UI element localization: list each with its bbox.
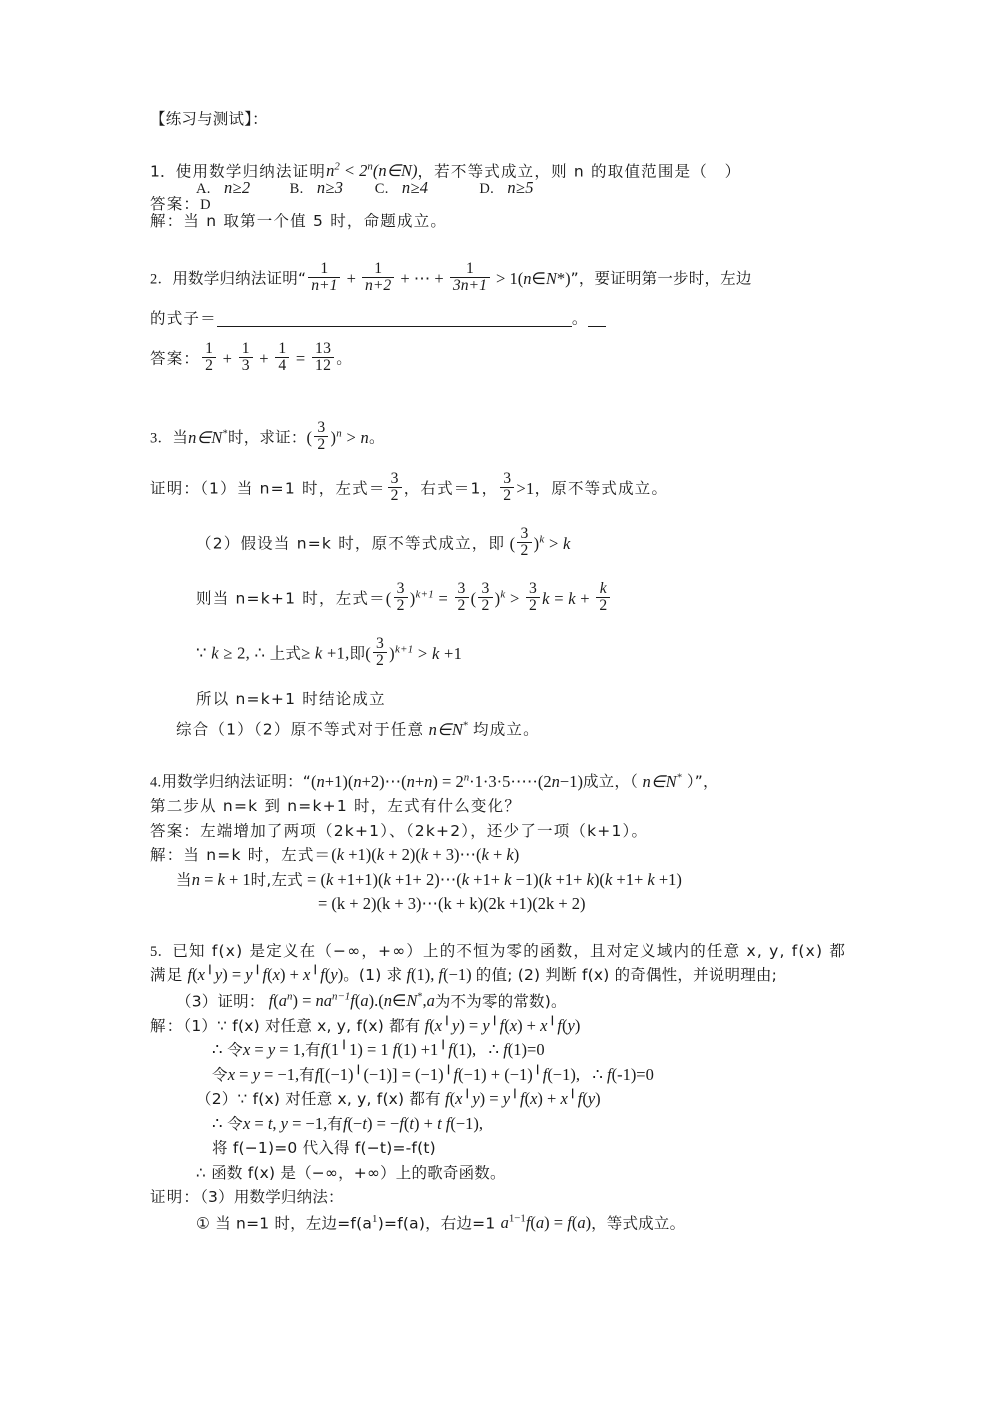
fraction: $\frac{3}{2}$ xyxy=(526,581,540,614)
fraction: $\frac{3}{2}$ xyxy=(455,581,469,614)
q5-sl2-cn: 满足 xyxy=(150,966,184,985)
q5-s5-math2: f(−t) = −f(t) + t f(−1), xyxy=(342,1113,484,1133)
q1-opt-d-label: D. xyxy=(428,180,495,197)
q3-step6-text: 综合（1）（2）原不等式对于任意 xyxy=(176,720,425,739)
q4-stem-line2-text: 第二步从 n=k 到 n=k+1 时，左式有什么变化？ xyxy=(150,797,522,816)
q2-answer-math: $\frac{1}{2}$ + $\frac{1}{3}$ + $\frac{1}{4}$ = $\frac{13}{12}$ xyxy=(200,349,336,368)
q5-stem-line2 xyxy=(150,967,880,984)
q2-stem-line2-post: 。 xyxy=(571,309,588,328)
q3-number: 3． xyxy=(150,430,173,447)
q5-proof-step1 xyxy=(150,1214,880,1232)
q4-solution-line3 xyxy=(150,896,880,913)
q5-proof-head xyxy=(150,1189,880,1206)
q5-sl3-cn2: 为不为零的常数)。 xyxy=(434,992,567,1011)
q2-number: 2． xyxy=(150,271,173,288)
q1-stem-pre: 使用数学归纳法证明 xyxy=(175,162,327,180)
q1-opt-b-label: B. xyxy=(250,180,304,197)
q1-opt-d-value: n≥5 xyxy=(494,177,534,197)
q2-answer xyxy=(150,340,880,376)
q5-sl2-math: f(x╵y) = y╵f(x) + x╵f(y) xyxy=(187,965,344,985)
q5-s6-text: 将 f(−1)=0 代入得 f(−t)=-f(t) xyxy=(212,1139,436,1158)
q5-s1-cn: （1）∵ f(x) 对任意 x, y, f(x) 都有 xyxy=(183,1016,421,1035)
q4-sol2-math-b: = (k +1+1)(k +1+ 2)⋯(k +1+ k −1)(k +1+ k)(k +1+ k +1) xyxy=(302,869,682,889)
q5-s5-cn: 令 xyxy=(227,1114,243,1133)
q3-step6-text-2: 均成立。 xyxy=(473,720,540,739)
q1-answer-label: 答案： xyxy=(150,195,201,213)
q5-s5-cn2: 有 xyxy=(327,1114,343,1133)
q3-step1-frac-1 xyxy=(386,470,404,505)
q3-stem xyxy=(150,419,880,455)
fraction: $\frac{3}{2}$ xyxy=(517,526,531,559)
q4-sol2-cn-2: 时,左式 xyxy=(250,870,303,889)
q5-p1-math: $a^{1-1}f(a) = f(a)$ xyxy=(500,1212,592,1233)
answer-blank-input[interactable] xyxy=(217,310,572,327)
q4-answer-label: 答案： xyxy=(150,821,201,840)
q5-stem-line1 xyxy=(150,943,880,960)
q4-solution-line2 xyxy=(150,869,880,889)
q3-step3-math: ( $\frac{3}{2}$ )$^{k+1}$ = $\frac{3}{2}$ ( $\frac{3}{2}$ )$^k$ > $\frac{3}{2}$ k = k + $\frac{k}{2}$ xyxy=(386,589,613,608)
q5-s4-cn: （2）∵ f(x) 对任意 x, y, f(x) 都有 xyxy=(196,1090,441,1109)
q5-sol-line6 xyxy=(150,1140,880,1157)
q3-step-1 xyxy=(150,470,880,506)
fraction: $\frac{13}{12}$ xyxy=(312,341,334,374)
q4-stem-math: (n+1)(n+2)⋯(n+n) = $2^n\cdot 1\cdot 3\cdot 5\cdot\cdots\cdot(2n-1)$ xyxy=(311,771,583,791)
q5-proof-label: 证明： xyxy=(150,1188,201,1207)
q5-stem-line1-text: 已知 f(x) 是定义在（−∞，+∞）上的不恒为零的函数，且对定义域内的任意 x, y, f(x) 都 xyxy=(172,941,847,960)
q3-step1-frac-2: $\frac{3}{2}$ >1 xyxy=(498,479,534,498)
fraction: $\frac{1}{3n+1}$ xyxy=(450,261,490,294)
q3-step4-math: ∵ k ≥ 2, ∴ xyxy=(196,643,270,663)
q2-stem xyxy=(150,260,880,296)
q3-step2-math: ( $\frac{3}{2}$ )$^k$ > k xyxy=(505,525,571,560)
q5-proof-head-text: （3）用数学归纳法： xyxy=(200,1188,344,1207)
q5-s1-math: f(x╵y) = y╵f(x) + x╵f(y) xyxy=(424,1015,581,1035)
q5-solution-label: 解： xyxy=(150,1016,184,1035)
q5-sl2-math2: f(1), f(−1) xyxy=(406,965,476,985)
section-heading xyxy=(150,112,880,128)
q5-p1-cn2: )=f(a)，右边=1 xyxy=(377,1214,501,1233)
q5-sol-line2 xyxy=(150,1042,880,1059)
q3-stem-mid: 时，求证： xyxy=(228,428,307,447)
q5-s3-math2: f[(−1)╵(−1)] = (−1)╵f(−1) + (−1)╵f(−1), ∴ f(-1)=0 xyxy=(314,1064,654,1084)
heading-text: 【练习与测试】： xyxy=(150,110,268,128)
q1-options xyxy=(150,177,880,197)
problem-q2 xyxy=(150,260,880,376)
q5-s5-math: x = t, y = −1, xyxy=(242,1113,328,1133)
fraction: $\frac{3}{2}$ xyxy=(500,471,514,504)
q5-s7-text: ∴ 函数 f(x) 是（−∞，+∞）上的歌奇函数。 xyxy=(196,1163,506,1182)
q5-sol-line7 xyxy=(150,1165,880,1182)
q2-stem-post: ”，要证明第一步时，左边 xyxy=(570,269,752,288)
fraction: $\frac{1}{2}$ xyxy=(202,341,216,374)
q4-stem-line2 xyxy=(150,798,880,815)
q3-proof-label: 证明： xyxy=(150,479,201,498)
q1-number: 1． xyxy=(150,162,176,180)
q5-s3-math: x = y = −1, xyxy=(227,1064,300,1084)
q4-answer-text: 左端增加了两项（2k+1）、（2k+2），还少了一项（k+1）。 xyxy=(200,821,649,840)
answer-blank-tail xyxy=(588,310,606,327)
q2-stem-math: $\frac{1}{n+1}$ + $\frac{1}{n+2}$ + ⋯ + $\frac{1}{3n+1}$ > 1(n∈N*) xyxy=(306,269,570,288)
q2-stem-line2-pre: 的式子＝ xyxy=(150,309,217,328)
q5-s2-math2: f(1╵1) = 1 f(1) +1╵f(1), ∴ f(1)=0 xyxy=(320,1040,545,1060)
q5-sol-line4 xyxy=(150,1091,880,1108)
q5-sl2-cn3: 的值; (2) 判断 f(x) 的奇偶性，并说明理由; xyxy=(475,966,778,985)
q3-step1-text-2: ，右式＝1， xyxy=(403,479,499,498)
q1-answer-value: D xyxy=(200,197,211,213)
q2-answer-label: 答案： xyxy=(150,349,201,368)
q3-step2-text: （2）假设当 n=k 时，原不等式成立，即 xyxy=(196,534,506,553)
fraction: $\frac{1}{n+2}$ xyxy=(362,261,394,294)
fraction: $\frac{3}{2}$ xyxy=(394,581,408,614)
q5-p1-cn: ① 当 n=1 时，左边=f(a xyxy=(196,1214,373,1233)
q5-s3-cn2: 有 xyxy=(299,1065,315,1084)
q4-sol1-math: (k +1)(k + 2)(k + 3)⋯(k + k) xyxy=(331,845,520,865)
q3-step4-cn-2: 即 xyxy=(349,644,366,663)
q1-solution-label: 解： xyxy=(150,211,184,230)
fraction: $\frac{3}{2}$ xyxy=(388,471,402,504)
q1-opt-a-label: A. xyxy=(196,180,211,197)
q3-step-5 xyxy=(150,691,880,708)
q5-s2-cn: 令 xyxy=(227,1041,243,1060)
q1-stem-math: $n^2$ < $2^n(n\in N)$ xyxy=(326,160,418,180)
q5-number: 5． xyxy=(150,943,173,960)
q1-solution-text: 当 n 取第一个值 5 时，命题成立。 xyxy=(183,211,448,230)
q4-sol2-math-a: n = k + 1 xyxy=(191,869,251,889)
fraction: $\frac{1}{n+1}$ xyxy=(308,261,340,294)
q3-step4-cn: 上式 xyxy=(269,644,302,663)
fraction: $\frac{1}{4}$ xyxy=(275,341,289,374)
q1-solution xyxy=(150,213,880,230)
fraction: $\frac{k}{2}$ xyxy=(596,581,610,614)
q5-s4-math: f(x╵y) = y╵f(x) + x╵f(y) xyxy=(444,1089,601,1109)
q1-opt-c-value: n≥4 xyxy=(388,177,429,197)
q5-s2-sym: ∴ xyxy=(212,1040,228,1060)
problem-q1 xyxy=(150,162,880,230)
q1-opt-b-value: n≥3 xyxy=(303,177,344,197)
q5-sol-line1 xyxy=(150,1015,880,1035)
fraction: $\frac{3}{2}$ xyxy=(478,581,492,614)
q3-step4-math-3: ( $\frac{3}{2}$ )$^{k+1}$ > k +1 xyxy=(365,635,463,670)
q4-stem-math-2: n∈N* xyxy=(638,771,683,791)
q3-stem-math-1: n∈N* xyxy=(188,427,229,447)
q5-p1-sup1: 1 xyxy=(372,1212,378,1225)
q4-stem-pre: 用数学归纳法证明：“ xyxy=(161,772,312,791)
q3-step-4 xyxy=(150,635,880,671)
q4-answer xyxy=(150,823,880,840)
fraction: $\frac{1}{3}$ xyxy=(239,341,253,374)
q4-sol3-math: = (k + 2)(k + 3)⋯(k + k)(2k +1)(2k + 2) xyxy=(318,894,586,914)
q5-s5-sym: ∴ xyxy=(212,1113,228,1133)
q3-step-6 xyxy=(150,721,880,738)
q1-opt-a-value: n≥2 xyxy=(210,177,251,197)
q5-s3-cn: 令 xyxy=(212,1065,228,1084)
q5-s2-cn2: 有 xyxy=(305,1041,321,1060)
q3-stem-math-2: ( $\frac{3}{2}$ )$^n$ > n xyxy=(306,419,370,454)
q5-sol-line5 xyxy=(150,1113,880,1133)
q5-sl3-math: $f(a^n)$ = $na^{n-1}f(a).(n\in N^*,a$ xyxy=(268,990,435,1011)
q2-answer-suffix: 。 xyxy=(336,349,352,368)
q3-step5-text: 所以 n=k+1 时结论成立 xyxy=(196,689,386,708)
q2-blank-line-row xyxy=(150,310,880,327)
q1-opt-c-label: C. xyxy=(343,180,389,197)
q5-stem-line3 xyxy=(150,992,880,1010)
problem-q5 xyxy=(150,943,880,1232)
q5-sl3-cn: （3）证明： xyxy=(176,992,265,1011)
q3-step6-math: n∈N* xyxy=(424,719,469,739)
q1-stem-post: ，若不等式成立，则 n 的取值范围是（ ） xyxy=(417,162,742,180)
q4-stem-mid: 成立，（ xyxy=(582,772,639,791)
q3-step-3 xyxy=(150,580,880,616)
problem-q4 xyxy=(150,772,880,913)
q3-step-2 xyxy=(150,525,880,561)
q3-step3-text: 则当 n=k+1 时，左式＝ xyxy=(196,589,386,608)
q5-s2-math: x = y = 1, xyxy=(242,1040,306,1060)
q5-p1-cn3: ，等式成立。 xyxy=(591,1214,686,1233)
q3-step1-text: （1）当 n=1 时，左式＝ xyxy=(200,479,386,498)
fraction: $\frac{3}{2}$ xyxy=(373,636,387,669)
q1-answer xyxy=(150,196,880,213)
q4-solution-label: 解： xyxy=(150,846,184,865)
q4-stem-post: ）”， xyxy=(686,772,719,791)
q3-stem-post: 。 xyxy=(369,428,385,447)
q4-sol2-cn: 当 xyxy=(176,870,192,889)
q4-number: 4. xyxy=(150,774,162,791)
document-body xyxy=(150,112,880,1232)
q4-sol1-cn: 当 n=k 时，左式＝ xyxy=(183,846,332,865)
fraction: $\frac{3}{2}$ xyxy=(314,420,328,453)
q2-stem-pre: 用数学归纳法证明“ xyxy=(172,269,307,288)
q4-stem xyxy=(150,772,880,790)
q5-sl2-cn2: 。(1) 求 xyxy=(343,966,403,985)
q3-stem-pre: 当 xyxy=(172,428,189,447)
problem-q3 xyxy=(150,419,880,739)
q5-sol-line3 xyxy=(150,1064,880,1084)
q3-step1-text-3: ，原不等式成立。 xyxy=(534,479,669,498)
q3-step4-math-2: ≥ k +1, xyxy=(301,643,350,663)
q4-solution-line1 xyxy=(150,847,880,864)
